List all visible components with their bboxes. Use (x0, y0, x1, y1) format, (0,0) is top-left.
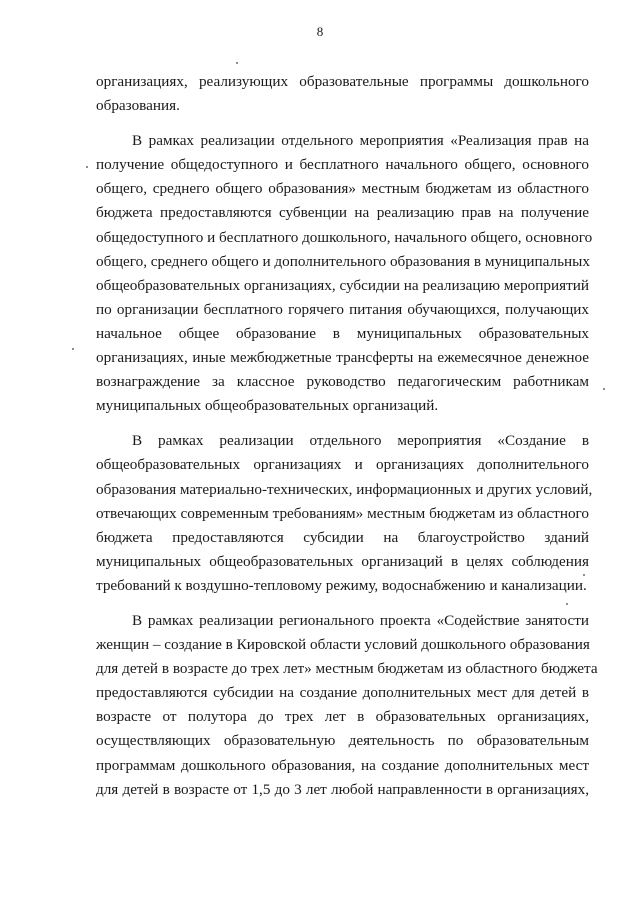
text-line: В рамках реализации отдельного мероприятия «Создание в (132, 432, 589, 450)
text-line: бюджета предоставляются субвенции на реализацию прав на получение (96, 204, 589, 222)
text-line: предоставляются субсидии на создание дополнительных мест для детей в (96, 684, 589, 702)
paragraph-2 (96, 129, 593, 418)
text-line: В рамках реализации отдельного мероприятия «Реализация прав на (132, 132, 589, 150)
text-line: В рамках реализации регионального проекта «Содействие занятости (132, 611, 589, 629)
paragraph-4 (96, 609, 598, 802)
text-line: муниципальных общеобразовательных организаций в целях соблюдения (96, 552, 589, 570)
text-line: для детей в возрасте от 1,5 до 3 лет любой направленности в организациях, (96, 780, 589, 798)
scan-speck (236, 62, 238, 64)
text-line: возрасте от полутора до трех лет в образовательных организациях, (96, 708, 589, 726)
text-line: бюджета предоставляются субсидии на благоустройство зданий (96, 528, 589, 546)
page-number: 8 (316, 24, 324, 39)
document-body (96, 70, 598, 813)
text-line: организациях, иные межбюджетные трансферты на ежемесячное денежное (96, 349, 589, 367)
paragraph-1 (96, 70, 589, 118)
text-line: отвечающих современным требованиям» местным бюджетам из областного (96, 504, 589, 522)
text-line: получение общедоступного и бесплатного начального общего, основного (96, 156, 589, 174)
text-line: по организации бесплатного горячего питания обучающихся, получающих (96, 300, 589, 318)
text-line: общего, среднего общего и дополнительного образования в муниципальных (96, 252, 590, 270)
text-line: организациях, реализующих образовательные программы дошкольного (96, 73, 589, 90)
scan-speck (72, 348, 74, 350)
text-line: женщин – создание в Кировской области условий дошкольного образования (96, 636, 590, 654)
scan-speck (566, 603, 568, 605)
text-line: вознаграждение за классное руководство педагогическим работникам (96, 373, 589, 391)
text-line: общеобразовательных организациях и организациях дополнительного (96, 456, 589, 474)
scan-speck (603, 388, 605, 390)
text-line: начальное общее образование в муниципальных образовательных (96, 324, 589, 342)
text-line: программам дошкольного образования, на создание дополнительных мест (96, 756, 589, 774)
text-line: образования. (96, 97, 180, 115)
text-line: общего, среднего общего образования» местным бюджетам из областного (96, 180, 589, 198)
text-line: муниципальных общеобразовательных организаций. (96, 397, 439, 415)
paragraph-3 (96, 429, 593, 598)
scan-speck (583, 574, 585, 576)
text-line: общедоступного и бесплатного дошкольного, начального общего, основного (96, 228, 593, 246)
text-line: осуществляющих образовательную деятельность по образовательным (96, 732, 589, 750)
scan-speck (86, 166, 88, 168)
text-line: для детей в возрасте до трех лет» местным бюджетам из областного бюджета (96, 660, 598, 678)
text-line: требований к воздушно-тепловому режиму, водоснабжению и канализации. (96, 576, 587, 594)
text-line: общеобразовательных организациях, субсидии на реализацию мероприятий (96, 276, 589, 294)
text-line: образования материально-технических, информационных и других условий, (96, 480, 593, 498)
